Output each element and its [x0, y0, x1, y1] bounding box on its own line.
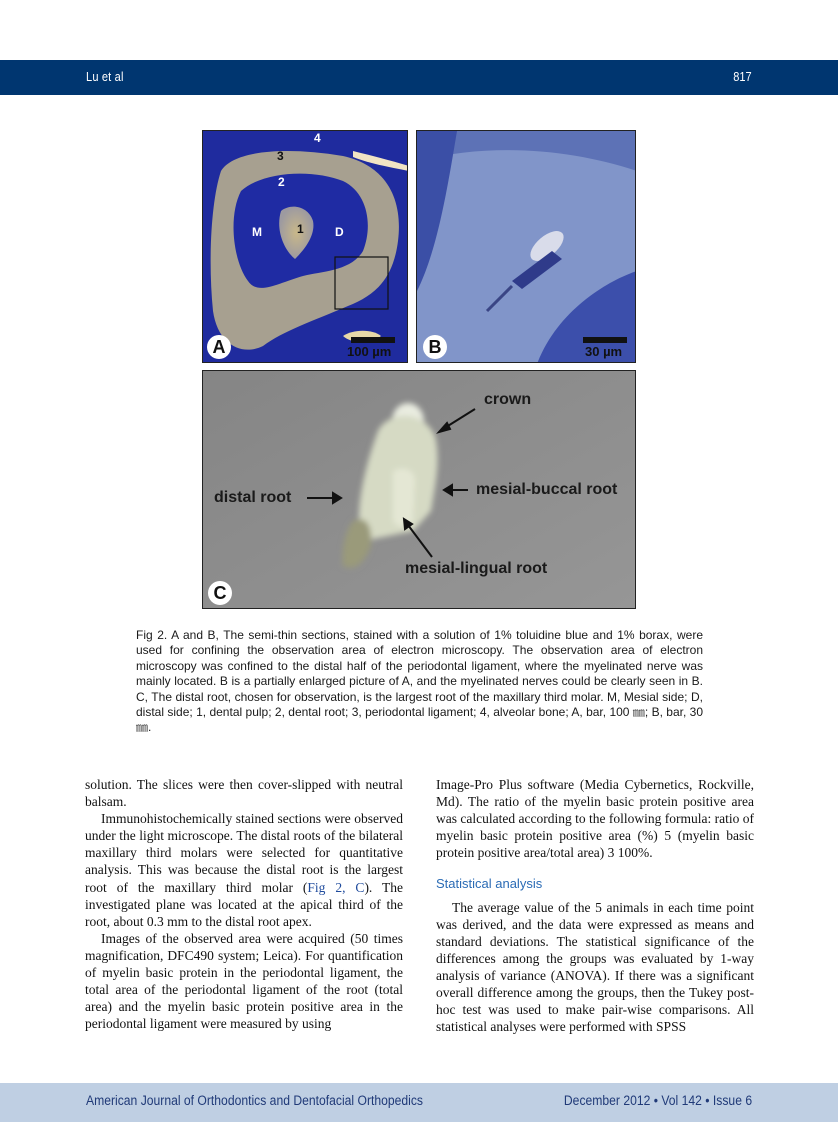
header-authors: Lu et al: [86, 69, 124, 84]
region-label-1: 1: [297, 222, 304, 236]
paragraph: Image-Pro Plus software (Media Cybernetics, Rockville, Md). The ratio of the myelin basic protein positive area was calculated according to the following formula: ratio of myelin basic protein positive area (%) 5 (myelin basic protein positive area/total area) 3 100%.: [436, 777, 754, 861]
region-label-mesial: M: [252, 225, 262, 239]
scale-bar-b: [583, 337, 627, 343]
scale-bar-b-text: 30 µm: [585, 344, 623, 359]
annotation-distal-root: distal root: [214, 489, 292, 506]
running-footer: [0, 1083, 838, 1122]
body-column-left: [85, 776, 403, 1032]
region-label-4: 4: [314, 131, 321, 145]
body-column-right: [436, 776, 754, 1035]
scale-bar-a-text: 100 µm: [347, 344, 392, 359]
figure-caption: Fig 2. A and B, The semi-thin sections, stained with a solution of 1% toluidine blue and 1% borax, were used for confining the observation area of electron microscopy. The observation area of electron microscopy was confined to the distal half of the periodontal ligament, where the myelinated nerve was mainly located. B is a partially enlarged picture of A, and the myelinated nerves could be clearly seen in B. C, The distal root, chosen for observation, is the largest root of the maxillary third molar. M, Mesial side; D, distal side; 1, dental pulp; 2, dental root; 3, periodontal ligament; 4, alveolar bone; A, bar, 100 ㎜; B, bar, 30 ㎜.: [136, 628, 703, 735]
header-page-number: 817: [733, 69, 752, 84]
annotation-mesial-lingual-root: mesial-lingual root: [405, 560, 548, 577]
figure-panel-a: [202, 130, 408, 363]
scale-bar-a: [351, 337, 395, 343]
region-label-distal: D: [335, 225, 344, 239]
figure-reference-link[interactable]: Fig 2, C: [307, 879, 365, 895]
paragraph: solution. The slices were then cover-slipped with neutral balsam.: [85, 777, 403, 810]
figure-panel-c: [202, 370, 636, 609]
histology-section-image: [203, 131, 408, 363]
panel-label-b: B: [423, 335, 447, 359]
paragraph: Immunohistochemically stained sections were observed under the light microscope. The distal roots of the bilateral maxillary third molars were selected for quantitative analysis. This was because the distal root is the largest root of the maxillary third molar (Fig 2, C). The investigated plane was located at the apical third of the root, about 0.3 mm to the distal root apex.: [85, 811, 404, 929]
panel-label-c: C: [208, 581, 232, 605]
paragraph: The average value of the 5 animals in each time point was derived, and the data were expressed as means and standard deviations. The statistical significance of the differences among the groups was evaluated by 1-way analysis of variance (ANOVA). If there was a significant overall difference among the groups, then the Tukey post-hoc test was used to make pair-wise comparisons. All statistical analyses were performed with SPSS: [436, 899, 754, 1035]
footer-issue-info: December 2012 • Vol 142 • Issue 6: [563, 1093, 752, 1108]
region-label-3: 3: [277, 149, 284, 163]
annotation-crown: crown: [484, 391, 532, 408]
enlarged-section-image: [417, 131, 636, 363]
section-heading: Statistical analysis: [436, 876, 543, 892]
region-label-2: 2: [278, 175, 285, 189]
panel-label-a: A: [207, 335, 231, 359]
running-header: [0, 60, 838, 95]
footer-journal-name: American Journal of Orthodontics and Dentofacial Orthopedics: [86, 1093, 424, 1108]
annotation-mesial-buccal-root: mesial-buccal root: [476, 481, 618, 498]
paragraph: Images of the observed area were acquired (50 times magnification, DFC490 system; Leica). For quantification of myelin basic protein in the periodontal ligament, the total area of the periodontal ligament of the root (total area) and the myelin basic protein positive area in the periodontal ligament were measured by using: [85, 930, 403, 1032]
figure-panel-b: [416, 130, 636, 363]
